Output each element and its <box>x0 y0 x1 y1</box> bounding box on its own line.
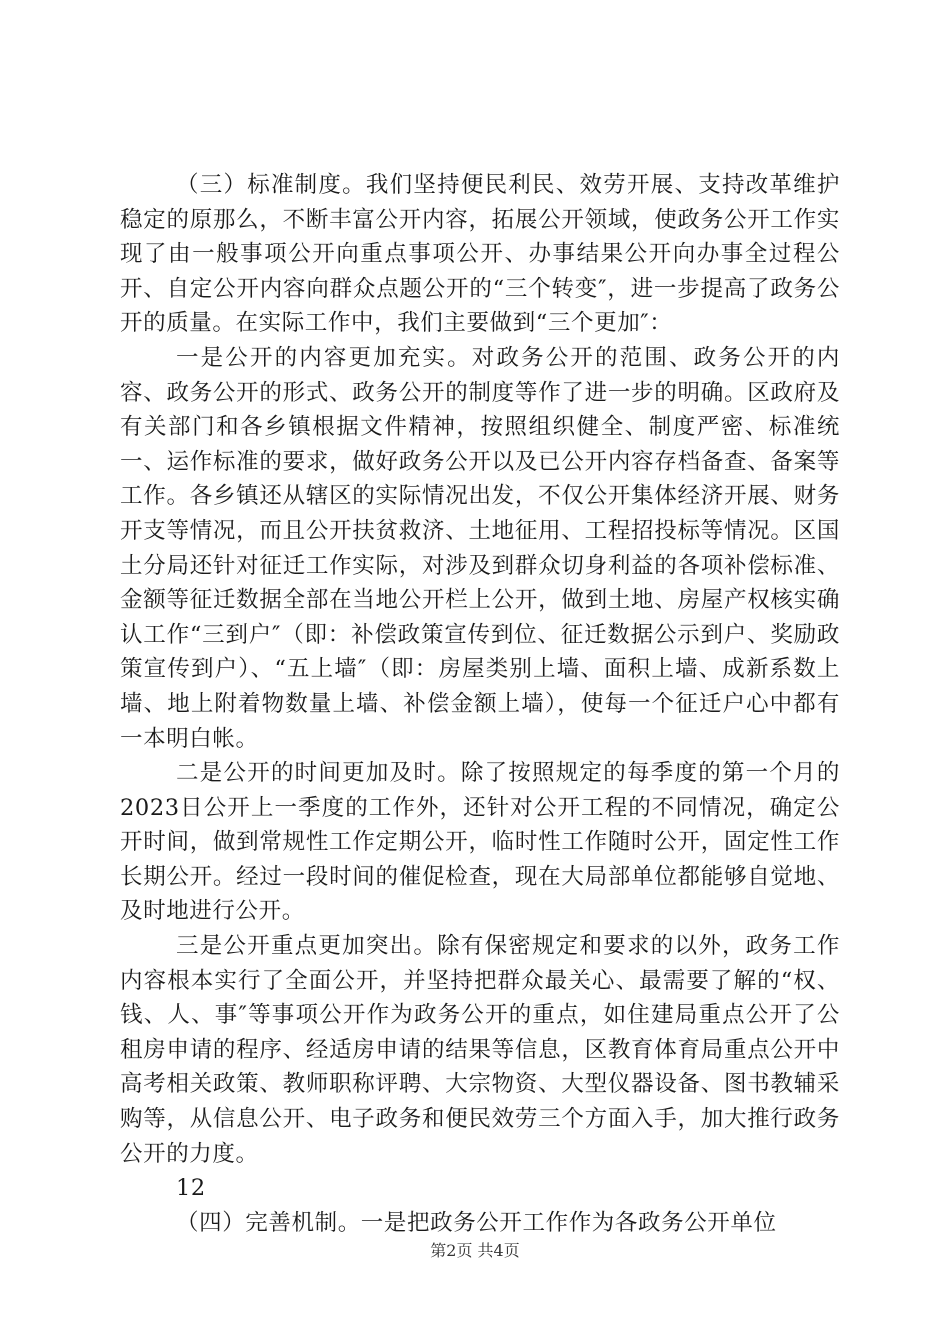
paragraph-standard-system: （三）标准制度。我们坚持便民利民、效劳开展、支持改革维护稳定的原那么，不断丰富公开内容，拓展公开领域，使政务公开工作实现了由一般事项公开向重点事项公开、办事结果公开向办事全过程公开、自定公开内容向群众点题公开的“三个转变″，进一步提高了政务公开的质量。在实际工作中，我们主要做到“三个更加″： <box>120 172 840 337</box>
page-footer: 第2页 共4页 <box>430 1241 520 1260</box>
paragraph-timeliness: 二是公开的时间更加及时。除了按照规定的每季度的第一个月的2023日公开上一季度的工作外，还针对公开工程的不同情况，确定公开时间，做到常规性工作定期公开，临时性工作随时公开，固定性工作长期公开。经过一段时间的催促检查，现在大局部单位都能够自觉地、及时地进行公开。 <box>120 760 840 925</box>
paragraph-mechanism: （四）完善机制。一是把政务公开工作作为各政务公开单位 <box>176 1209 777 1236</box>
paragraph-focus: 三是公开重点更加突出。除有保密规定和要求的以外，政务工作内容根本实行了全面公开，并坚持把群众最关心、最需要了解的“权、钱、人、事″等事项公开作为政务公开的重点，如住建局重点公开了公租房申请的程序、经适房申请的结果等信息，区教育体育局重点公开中高考相关政策、教师职称评聘、大宗物资、大型仪器设备、图书教辅采购等，从信息公开、电子政务和便民效劳三个方面入手，加大推行政务公开的力度。 <box>120 933 840 1167</box>
inline-number-marker: 12 <box>176 1175 206 1202</box>
document-body <box>120 168 840 1240</box>
paragraph-content-enrichment: 一是公开的内容更加充实。对政务公开的范围、政务公开的内容、政务公开的形式、政务公开的制度等作了进一步的明确。区政府及有关部门和各乡镇根据文件精神，按照组织健全、制度严密、标准统一、运作标准的要求，做好政务公开以及已公开内容存档备查、备案等工作。各乡镇还从辖区的实际情况出发，不仅公开集体经济开展、财务开支等情况，而且公开扶贫救济、土地征用、工程招投标等情况。区国土分局还针对征迁工作实际，对涉及到群众切身利益的各项补偿标准、金额等征迁数据全部在当地公开栏上公开，做到土地、房屋产权核实确认工作“三到户″（即：补偿政策宣传到位、征迁数据公示到户、奖励政策宣传到户）、“五上墙″（即：房屋类别上墙、面积上墙、成新系数上墙、地上附着物数量上墙、补偿金额上墙），使每一个征迁户心中都有一本明白帐。 <box>120 344 840 752</box>
